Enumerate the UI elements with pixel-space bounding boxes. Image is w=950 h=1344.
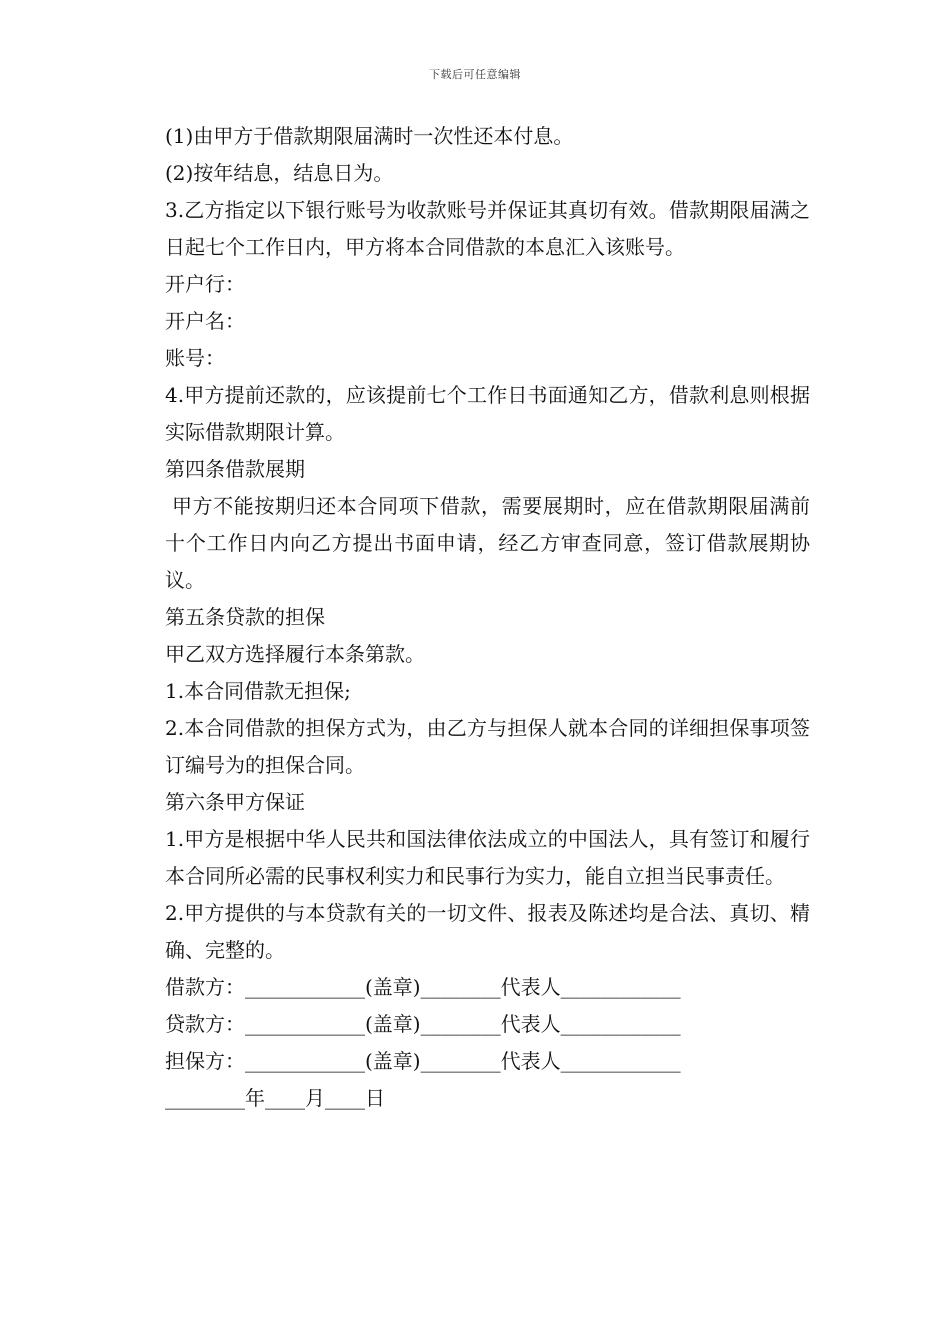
paragraph-repay-option-1: (1)由甲方于借款期限届满时一次性还本付息。 [165,124,574,148]
page-header: 下载后可任意编辑 [429,68,521,81]
section-heading-4: 第四条借款展期 [165,457,305,481]
signature-date: ________年____月____日 [165,1086,385,1110]
paragraph-guarantee-method: 2.本合同借款的担保方式为，由乙方与担保人就本合同的详细担保事项签订编号为的担保合同。 [165,716,810,777]
paragraph-guarantee-choice: 甲乙双方选择履行本条第款。 [165,642,425,666]
paragraph-warranty-2: 2.甲方提供的与本贷款有关的一切文件、报表及陈述均是合法、真切、精确、完整的。 [165,901,810,962]
field-account-number: 账号： [165,346,225,370]
section-heading-5: 第五条贷款的担保 [165,605,325,629]
paragraph-early-repayment: 4.甲方提前还款的，应该提前七个工作日书面通知乙方，借款利息则根据实际借款期限计算。 [165,383,810,444]
section-heading-6: 第六条甲方保证 [165,790,305,814]
field-account-name: 开户名： [165,309,245,333]
paragraph-repay-option-2: (2)按年结息，结息日为。 [165,161,394,185]
paragraph-warranty-1: 1.甲方是根据中华人民共和国法律依法成立的中国法人，具有签订和履行本合同所必需的民事权利实力和民事行为实力，能自立担当民事责任。 [165,827,810,888]
signature-guarantor: 担保方：____________(盖章)________代表人____________ [165,1049,681,1073]
signature-lender: 贷款方：____________(盖章)________代表人____________ [165,1012,681,1036]
paragraph-extension: 甲方不能按期归还本合同项下借款，需要展期时，应在借款期限届满前十个工作日内向乙方提出书面申请，经乙方审查同意，签订借款展期协议。 [165,494,811,592]
signature-borrower: 借款方：____________(盖章)________代表人____________ [165,975,681,999]
field-bank-name: 开户行： [165,272,245,296]
document-body [145,118,810,1117]
paragraph-no-guarantee: 1.本合同借款无担保; [165,679,351,703]
paragraph-bank-account-clause: 3.乙方指定以下银行账号为收款账号并保证其真切有效。借款期限届满之日起七个工作日内，甲方将本合同借款的本息汇入该账号。 [165,198,810,259]
